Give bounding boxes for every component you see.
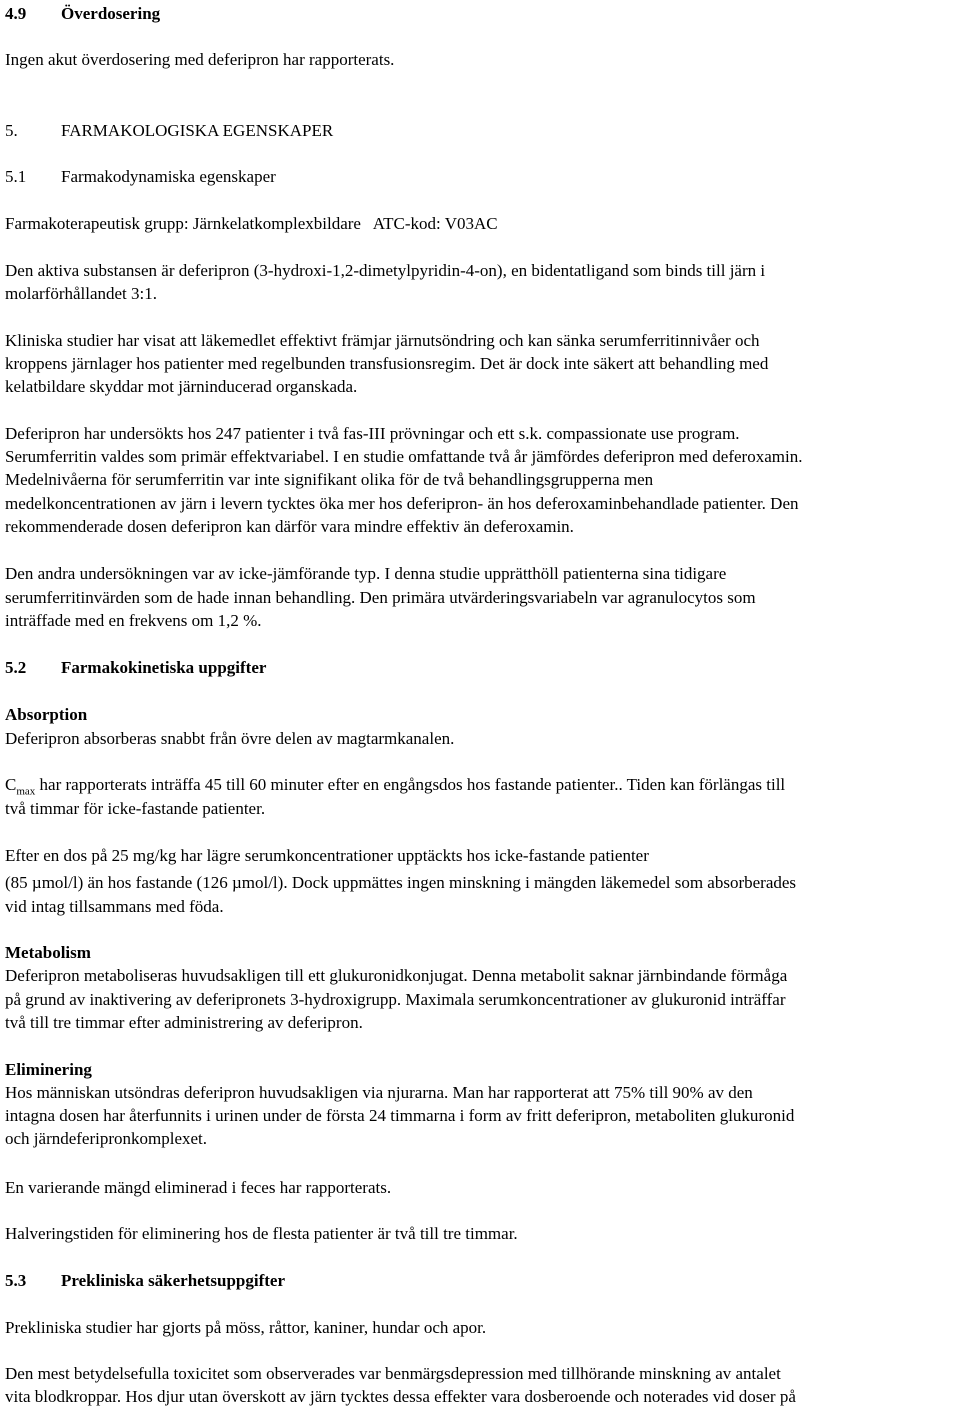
paragraph-line: två timmar för icke-fastande patienter.: [5, 799, 266, 818]
cmax-text: har rapporterats inträffa 45 till 60 minuter efter en engångsdos hos fastande patienter.. Tiden kan förlängas till: [35, 775, 786, 794]
section-number: 5.3: [5, 1271, 27, 1290]
subheading-elimination: Eliminering: [5, 1060, 92, 1079]
paragraph-line: rekommenderade dosen deferipron kan därför vara mindre effektiv än deferoxamin.: [5, 517, 574, 536]
paragraph-line: molarförhållandet 3:1.: [5, 284, 158, 303]
cmax-symbol: C: [5, 775, 17, 794]
paragraph-line: Deferipron har undersökts hos 247 patienter i två fas-III prövningar och ett s.k. compassionate use program.: [5, 424, 740, 443]
paragraph-line: två till tre timmar efter administrering av deferipron.: [5, 1013, 363, 1032]
paragraph-line: vita blodkroppar. Hos djur utan överskott av järn tycktes dessa effekter vara dosberoende och noterades vid doser på: [5, 1387, 796, 1406]
paragraph-line: Den andra undersökningen var av icke-jämförande typ. I denna studie upprätthöll patienterna sina tidigare: [5, 564, 727, 583]
section-title: Farmakodynamiska egenskaper: [61, 167, 276, 186]
paragraph-line: Halveringstiden för eliminering hos de flesta patienter är två till tre timmar.: [5, 1224, 518, 1243]
paragraph-line: vid intag tillsammans med föda.: [5, 897, 224, 916]
paragraph-line: Kliniska studier har visat att läkemedlet effektivt främjar järnutsöndring och kan sänka serumferritinnivåer och: [5, 331, 760, 350]
paragraph-line: serumferritinvärden som de hade innan behandling. Den primära utvärderingsvariabeln var agranulocytos som: [5, 588, 756, 607]
section-heading-5-3: [5, 1269, 285, 1292]
paragraph-line: Den mest betydelsefulla toxicitet som observerades var benmärgsdepression med tillhörande minskning av antalet: [5, 1364, 781, 1383]
paragraph-line: och järndeferipronkomplexet.: [5, 1129, 208, 1148]
section-heading-5-2: [5, 656, 266, 679]
section-number: 5.1: [5, 167, 27, 186]
section-title: Överdosering: [61, 4, 161, 23]
section-number: 4.9: [5, 4, 27, 23]
section-heading-4-9: [5, 2, 160, 25]
subheading-absorption: Absorption: [5, 705, 88, 724]
paragraph-line: inträffade med en frekvens om 1,2 %.: [5, 611, 262, 630]
cmax-subscript: max: [16, 785, 36, 798]
paragraph: Ingen akut överdosering med deferipron har rapporterats.: [5, 50, 395, 69]
subheading-metabolism: Metabolism: [5, 943, 91, 962]
section-heading-5-1: [5, 165, 276, 188]
paragraph-line: kelatbildare skyddar mot järninducerad organskada.: [5, 377, 358, 396]
section-title: Prekliniska säkerhetsuppgifter: [61, 1271, 286, 1290]
chapter-heading-5: [5, 119, 333, 142]
paragraph-line: Efter en dos på 25 mg/kg har lägre serumkoncentrationer upptäckts hos icke-fastande patienter: [5, 846, 649, 865]
paragraph-line: Deferipron metaboliseras huvudsakligen till ett glukuronidkonjugat. Denna metabolit saknar järnbindande förmåga: [5, 966, 788, 985]
paragraph-line: Medelnivåerna för serumferritin var inte signifikant olika för de två behandlingsgrupperna men: [5, 470, 654, 489]
section-number: 5.2: [5, 658, 27, 677]
section-title: FARMAKOLOGISKA EGENSKAPER: [61, 121, 334, 140]
paragraph-line: medelkoncentrationen av järn i levern tycktes öka mer hos deferipron- än hos deferoxaminbehandlade patienter. Den: [5, 494, 799, 513]
paragraph-line: Hos människan utsöndras deferipron huvudsakligen via njurarna. Man har rapporterat att 75% till 90% av den: [5, 1083, 753, 1102]
paragraph-line: Den aktiva substansen är deferipron (3-hydroxi-1,2-dimetylpyridin-4-on), en bidentatligand som binds till järn i: [5, 261, 766, 280]
section-title: Farmakokinetiska uppgifter: [61, 658, 267, 677]
paragraph-line: Deferipron absorberas snabbt från övre delen av magtarmkanalen.: [5, 729, 455, 748]
paragraph-line: Serumferritin valdes som primär effektvariabel. I en studie omfattande två år jämfördes deferipron med deferoxamin.: [5, 447, 803, 466]
cmax-paragraph-line: [5, 773, 785, 796]
section-number: 5.: [5, 121, 18, 140]
paragraph-line: på grund av inaktivering av deferipronets 3-hydroxigrupp. Maximala serumkoncentrationer av glukuronid inträffar: [5, 990, 786, 1009]
pharmacotherapeutic-group-line: Farmakoterapeutisk grupp: Järnkelatkomplexbildare ATC-kod: V03AC: [5, 214, 498, 233]
paragraph-line: (85 µmol/l) än hos fastande (126 µmol/l). Dock uppmättes ingen minskning i mängden läkemedel som absorberades: [5, 873, 797, 892]
paragraph-line: En varierande mängd eliminerad i feces har rapporterats.: [5, 1178, 392, 1197]
paragraph-line: kroppens järnlager hos patienter med regelbunden transfusionsregim. Det är dock inte säkert att behandling med: [5, 354, 769, 373]
paragraph-line: intagna dosen har återfunnits i urinen under de första 24 timmarna i form av fritt deferipron, metaboliten glukuronid: [5, 1106, 795, 1125]
paragraph-line: Prekliniska studier har gjorts på möss, råttor, kaniner, hundar och apor.: [5, 1318, 487, 1337]
